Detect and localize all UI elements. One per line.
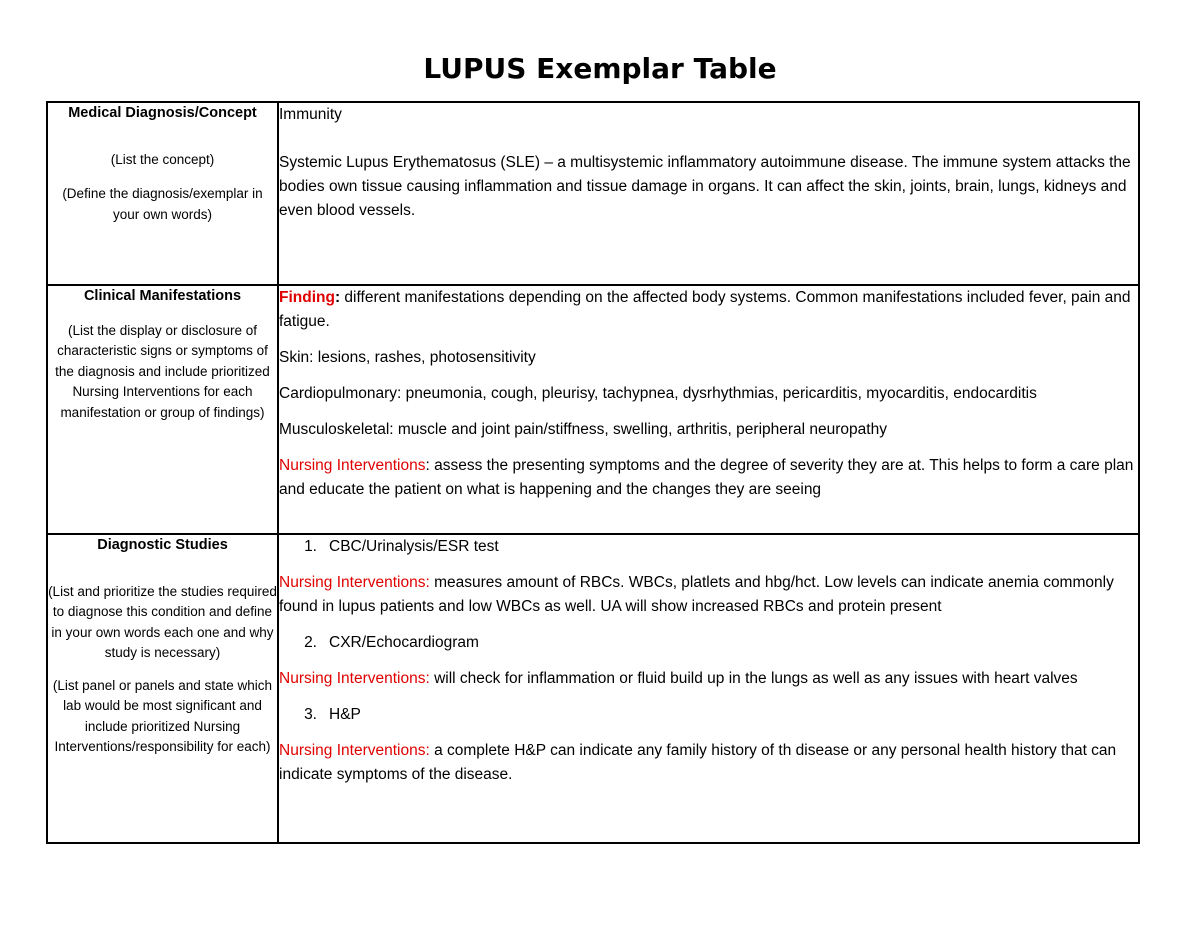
row-heading-diagnosis: Medical Diagnosis/Concept <box>68 105 257 121</box>
study-ni-paragraph <box>279 739 1138 787</box>
left-cell-diagnosis <box>47 102 278 285</box>
finding-colon: : <box>334 289 341 306</box>
left-cell-diagnostics <box>47 534 278 843</box>
ni-manifestations-paragraph <box>279 454 1138 502</box>
study-item <box>279 703 1138 727</box>
study-name: H&P <box>329 706 361 723</box>
study-item <box>279 535 1138 559</box>
exemplar-table <box>46 101 1140 844</box>
study-number: 1. <box>304 538 317 555</box>
study-ni-text: measures amount of RBCs. WBCs, platlets and hbg/hct. Low levels can indicate anemia commonly found in lupus patients and low WBCs as well. UA will show increased RBCs and protein present <box>279 574 1114 615</box>
note-list-panels: (List panel or panels and state which lab would be most significant and include prioritized Nursing Interventions/responsibility for each) <box>52 677 273 754</box>
cardio-text: Cardiopulmonary: pneumonia, cough, pleurisy, tachypnea, dysrhythmias, pericarditis, myocarditis, endocarditis <box>279 385 1037 402</box>
finding-label: Finding <box>279 289 335 306</box>
right-cell-manifestations <box>278 285 1139 534</box>
right-cell-diagnosis <box>278 102 1139 285</box>
study-ni-label: Nursing Interventions: <box>279 574 430 591</box>
study-ni-text: a complete H&P can indicate any family history of th disease or any personal health history that can indicate symptoms of the disease. <box>279 742 1117 783</box>
study-number: 3. <box>304 706 317 723</box>
table-row-diagnosis <box>47 102 1139 285</box>
study-ni-text: will check for inflammation or fluid build up in the lungs as well as any issues with heart valves <box>429 670 1078 687</box>
study-number: 2. <box>304 634 317 651</box>
table-row-manifestations <box>47 285 1139 534</box>
note-define-diagnosis: (Define the diagnosis/exemplar in your own words) <box>62 186 263 222</box>
table-row-diagnostics <box>47 534 1139 843</box>
definition-text: Systemic Lupus Erythematosus (SLE) – a multisystemic inflammatory autoimmune disease. The immune system attacks the bodies own tissue causing inflammation and tissue damage in organs. It can affect the skin, joints, brain, lungs, kidneys and even blood vessels. <box>279 154 1131 219</box>
ni-text: : assess the presenting symptoms and the degree of severity they are at. This helps to form a care plan and educate the patient on what is happening and the changes they are seeing <box>279 457 1134 498</box>
row-heading-manifestations: Clinical Manifestations <box>83 288 242 304</box>
row-heading-diagnostics: Diagnostic Studies <box>97 537 228 553</box>
concept-text: Immunity <box>279 106 342 123</box>
study-ni-paragraph <box>279 571 1138 619</box>
right-cell-diagnostics <box>278 534 1139 843</box>
page-title: LUPUS Exemplar Table <box>423 52 777 85</box>
finding-paragraph <box>279 286 1138 334</box>
study-item <box>279 631 1138 655</box>
study-name: CBC/Urinalysis/ESR test <box>329 538 499 555</box>
note-list-studies: (List and prioritize the studies required to diagnose this condition and define in your own words each one and why study is necessary) <box>48 583 277 660</box>
musculo-text: Musculoskeletal: muscle and joint pain/stiffness, swelling, arthritis, peripheral neuropathy <box>279 421 887 438</box>
ni-label: Nursing Interventions <box>279 457 426 474</box>
note-manifestations: (List the display or disclosure of characteristic signs or symptoms of the diagnosis and include prioritized Nursing Interventions for each manifestation or group of findings) <box>55 322 270 420</box>
study-ni-paragraph <box>279 667 1138 691</box>
note-list-concept: (List the concept) <box>110 151 215 167</box>
left-cell-manifestations <box>47 285 278 534</box>
study-name: CXR/Echocardiogram <box>329 634 479 651</box>
study-ni-label: Nursing Interventions: <box>279 670 430 687</box>
study-ni-label: Nursing Interventions: <box>279 742 430 759</box>
skin-text: Skin: lesions, rashes, photosensitivity <box>279 349 536 366</box>
finding-text: different manifestations depending on the affected body systems. Common manifestations included fever, pain and fatigue. <box>279 289 1131 330</box>
